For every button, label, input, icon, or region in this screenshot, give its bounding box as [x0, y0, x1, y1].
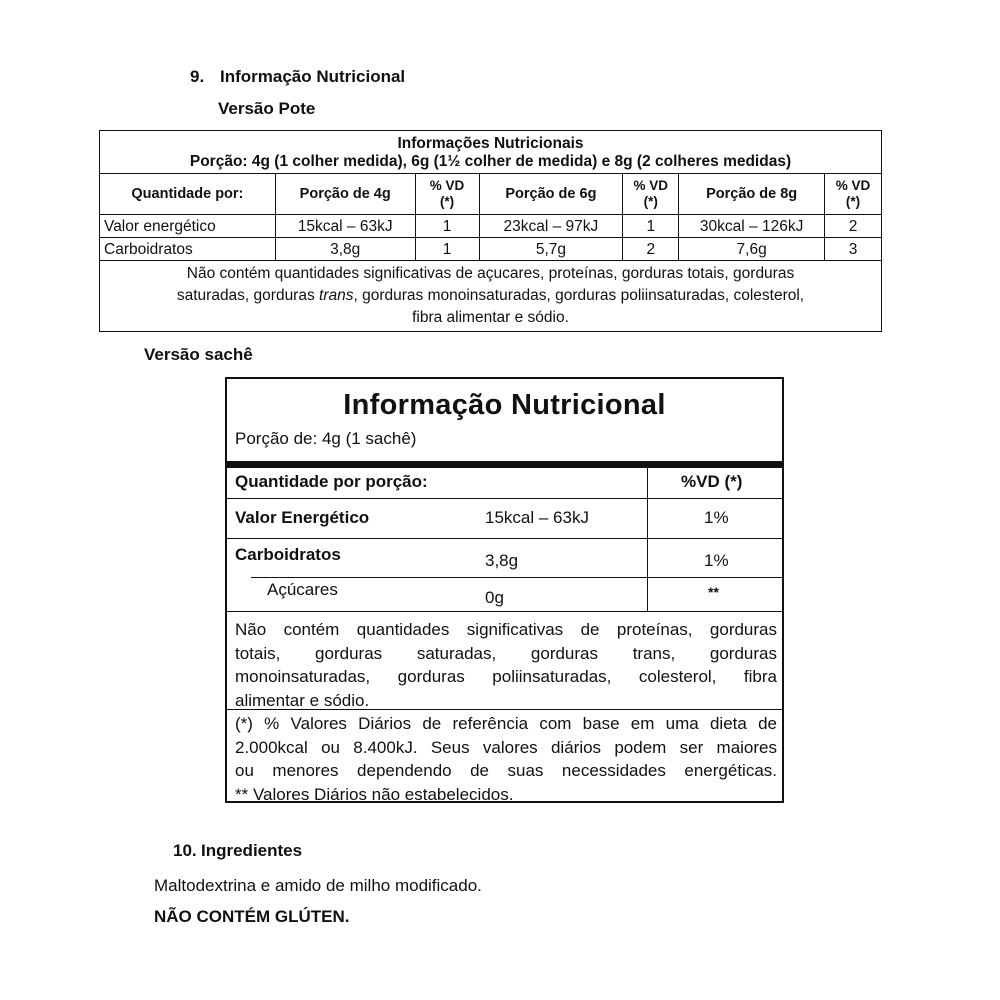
col-header-vd-6g: % VD (*) — [623, 174, 679, 215]
row-sugars-label: Açúcares — [267, 580, 338, 599]
section-number: 10. — [173, 841, 197, 860]
section-title: Ingredientes — [201, 841, 303, 860]
col-header-vd-8g: % VD (*) — [825, 174, 882, 215]
row-divider — [227, 709, 782, 710]
row-divider — [227, 611, 782, 612]
row-divider — [251, 577, 782, 578]
table-row — [100, 238, 882, 261]
pote-column-headers — [100, 174, 882, 215]
header-quantity-per-portion: Quantidade por porção: — [235, 472, 428, 491]
col-header-portion-4g: Porção de 4g — [275, 174, 415, 215]
column-divider — [647, 467, 648, 611]
row-carbs-vd: 1% — [704, 551, 729, 570]
row-label: Carboidratos — [100, 238, 276, 261]
row-energy-amount: 15kcal – 63kJ — [485, 508, 589, 527]
row-sugars-vd: ** — [708, 584, 719, 600]
row-energy-vd: 1% — [704, 508, 729, 527]
row-energy-label: Valor Energético — [235, 508, 370, 527]
row-sugars-amount: 0g — [485, 588, 504, 607]
col-header-portion-8g: Porção de 8g — [679, 174, 825, 215]
table-cell: 3,8g — [275, 238, 415, 261]
pote-nutrition-table — [99, 130, 882, 332]
table-row — [100, 215, 882, 238]
row-carbs-amount: 3,8g — [485, 551, 519, 570]
sachet-version-label: Versão sachê — [144, 345, 253, 364]
sachet-portion: Porção de: 4g (1 sachê) — [235, 429, 417, 448]
pote-version-label: Versão Pote — [218, 99, 316, 118]
table-cell: 2 — [825, 215, 882, 238]
row-divider — [227, 498, 782, 499]
table-cell: 2 — [623, 238, 679, 261]
pote-table-title: Informações Nutricionais — [397, 135, 584, 152]
col-header-portion-6g: Porção de 6g — [479, 174, 623, 215]
row-carbs-label: Carboidratos — [235, 545, 341, 564]
table-cell: 5,7g — [479, 238, 623, 261]
row-label: Valor energético — [100, 215, 276, 238]
table-cell: 1 — [415, 238, 479, 261]
sachet-note-daily-values: (*) % Valores Diários de referência com base em uma dieta de 2.000kcal ou 8.400kJ. Seus valores diários podem ser maiores ou menores dependendo de suas necessidades energéticas. ** Valores Diários não estabelecidos. — [235, 714, 777, 804]
table-cell: 1 — [415, 215, 479, 238]
pote-table-portion: Porção: 4g (1 colher medida), 6g (1½ colher de medida) e 8g (2 colheres medidas) — [189, 153, 792, 170]
header-vd: %VD (*) — [681, 472, 743, 491]
table-cell: 7,6g — [679, 238, 825, 261]
table-cell: 1 — [623, 215, 679, 238]
table-cell: 15kcal – 63kJ — [275, 215, 415, 238]
pote-table-footnote: Não contém quantidades significativas de açucares, proteínas, gorduras totais, gorduras saturadas, gorduras trans, gorduras monoinsaturadas, gorduras poliinsaturadas, colesterol, fibra alimentar e sódio. — [100, 261, 882, 332]
section-10-heading — [173, 841, 302, 861]
section-number: 9. — [190, 67, 205, 86]
pote-table-header — [100, 131, 882, 174]
sachet-label-title: Informação Nutricional — [343, 389, 666, 421]
sachet-nutrition-label — [225, 377, 784, 803]
col-header-vd-4g: % VD (*) — [415, 174, 479, 215]
section-title: Informação Nutricional — [220, 67, 406, 86]
thick-divider — [227, 461, 782, 468]
table-cell: 30kcal – 126kJ — [679, 215, 825, 238]
section-9-heading — [190, 67, 405, 87]
ingredients-text: Maltodextrina e amido de milho modificado. — [154, 876, 482, 895]
row-divider — [227, 538, 782, 539]
table-cell: 23kcal – 97kJ — [479, 215, 623, 238]
gluten-statement: NÃO CONTÉM GLÚTEN. — [154, 907, 350, 926]
table-cell: 3 — [825, 238, 882, 261]
sachet-note-not-significant: Não contém quantidades significativas de proteínas, gorduras totais, gorduras saturadas, gorduras trans, gorduras monoinsaturadas, gorduras poliinsaturadas, colesterol, fibra alimentar e sódio. — [235, 620, 777, 710]
col-header-quantity: Quantidade por: — [100, 174, 276, 215]
